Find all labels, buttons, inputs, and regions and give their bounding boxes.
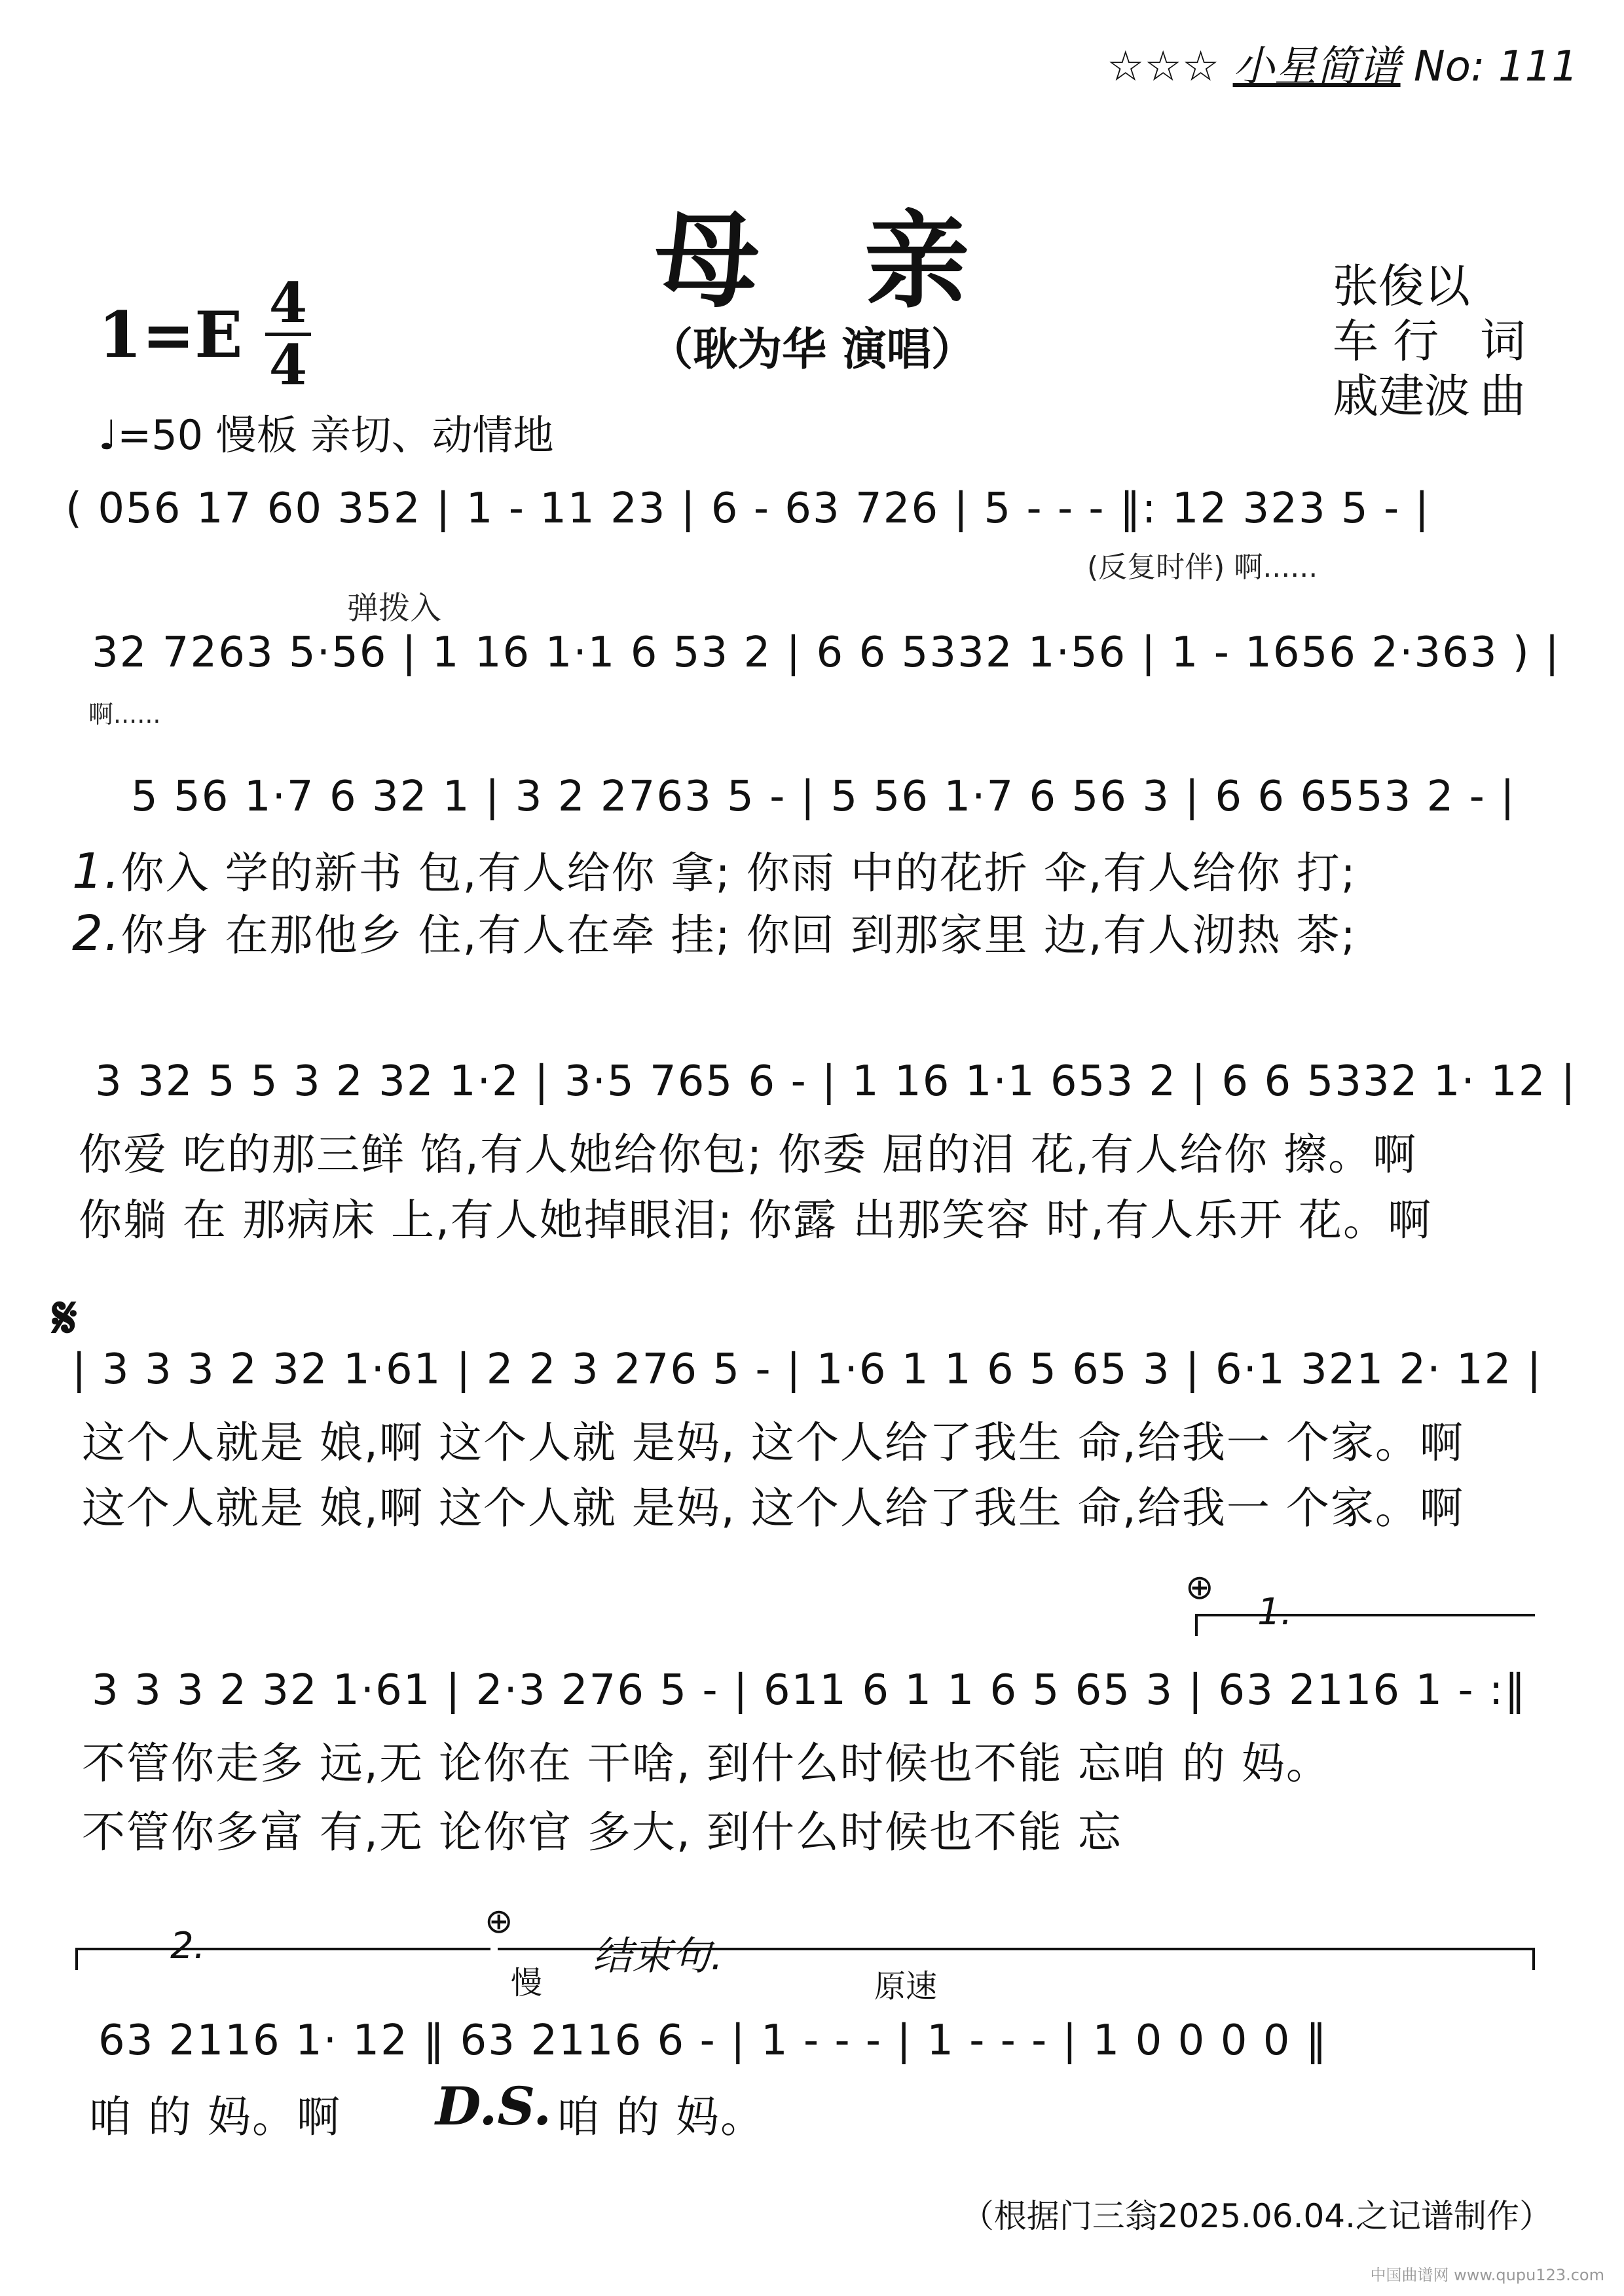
verse-number-1: 1. — [72, 843, 121, 900]
ending-phrase-label: 结束句. — [593, 1933, 724, 1979]
lyric-3b — [72, 900, 1357, 962]
lyric-5a: 这个人就是 娘,啊 这个人就 是妈, 这个人给了我生 命,给我一 个家。啊 — [82, 1417, 1464, 1468]
ah-note: 啊...... — [88, 700, 161, 729]
composer-credit-label: 曲 — [1480, 369, 1526, 423]
brand-link[interactable]: 小星简谱 — [1232, 43, 1401, 91]
time-sig-top: 4 — [268, 270, 308, 335]
lyric-credit-label: 词 — [1480, 314, 1526, 368]
original-tempo-marking: 原速 — [874, 1968, 938, 2005]
repeat-note: (反复时伴) 啊...... — [1087, 551, 1318, 584]
lyric-6a: 不管你走多 远,无 论你在 干啥, 到什么时候也不能 忘咱 的 妈。 — [82, 1738, 1331, 1789]
composer: 戚建波 — [1333, 369, 1470, 423]
stars: ☆☆☆ — [1107, 43, 1220, 91]
staff-line-4: 3 32 5 5 3 2 32 1·2 | 3·5 765 6 - | 1 16 1·1 653 2 | 6 6 5332 1· 12 | — [95, 1057, 1577, 1106]
tempo-marking: ♩=50 慢板 亲切、动情地 — [98, 411, 554, 459]
lyric-7b: 咱 的 妈。 — [557, 2092, 765, 2142]
staff-line-7: 63 2116 1· 12 ‖ 63 2116 6 - | 1 - - - | 1 - - - | 1 0 0 0 0 ‖ — [98, 2016, 1328, 2065]
lyric-text-3b: 你身 在那他乡 住,有人在牵 挂; 你回 到那家里 边,有人沏热 茶; — [120, 910, 1357, 960]
staff-line-3: 5 56 1·7 6 32 1 | 3 2 2763 5 - | 5 56 1·7 6 56 3 | 6 6 6553 2 - | — [131, 773, 1516, 821]
lyricist-2: 车 行 — [1333, 314, 1439, 368]
lyric-7a: 咱 的 妈。啊 — [88, 2092, 341, 2142]
staff-line-5: | 3 3 3 2 32 1·61 | 2 2 3 276 5 - | 1·6 1 1 6 5 65 3 | 6·1 321 2· 12 | — [72, 1345, 1543, 1394]
lyric-4a: 你爱 吃的那三鲜 馅,有人她给你包; 你委 屈的泪 花,有人给你 擦。啊 — [79, 1129, 1418, 1180]
lyric-3a — [72, 838, 1357, 900]
lyric-text-3a: 你入 学的新书 包,有人给你 拿; 你雨 中的花折 伞,有人给你 打; — [120, 848, 1357, 898]
coda-sign-2: ⊕ — [485, 1902, 513, 1941]
dal-segno-mark: D.S. — [435, 2075, 552, 2137]
lyricist: 张俊以 — [1333, 259, 1470, 313]
site-watermark: 中国曲谱网 www.qupu123.com — [1370, 2266, 1604, 2284]
credits — [1333, 259, 1526, 424]
singer: （耿为华 演唱） — [648, 324, 976, 376]
plucked-entry-note: 弹拨入 — [347, 590, 442, 627]
time-sig-bottom: 4 — [268, 333, 308, 397]
key-signature: 1=E — [98, 298, 243, 372]
song-title: 母亲 — [654, 199, 1074, 322]
volta-2-label: 2. — [170, 1925, 206, 1967]
staff-line-1: ( 056 17 60 352 | 1 - 11 23 | 6 - 63 726 | 5 - - - ‖: 12 323 5 - | — [65, 484, 1431, 533]
volta-bracket-1 — [1195, 1614, 1535, 1636]
lyric-4b: 你躺 在 那病床 上,有人她掉眼泪; 你露 出那笑容 时,有人乐开 花。啊 — [79, 1195, 1433, 1245]
volta-1-label: 1. — [1257, 1591, 1293, 1633]
coda-sign-1: ⊕ — [1185, 1568, 1214, 1607]
staff-line-2: 32 7263 5·56 | 1 16 1·1 6 53 2 | 6 6 5332 1·56 | 1 - 1656 2·363 ) | — [92, 629, 1560, 677]
staff-line-6: 3 3 3 2 32 1·61 | 2·3 276 5 - | 611 6 1 1 6 5 65 3 | 63 2116 1 - :‖ — [92, 1666, 1527, 1715]
segno-sign: 𝄋 — [52, 1283, 77, 1351]
time-signature — [265, 270, 311, 397]
lyric-6b: 不管你多富 有,无 论你官 多大, 到什么时候也不能 忘 — [82, 1807, 1122, 1857]
transcription-note: （根据门三翁2025.06.04.之记谱制作） — [961, 2197, 1552, 2235]
verse-number-2: 2. — [72, 905, 121, 962]
slow-marking: 慢 — [511, 1965, 543, 2001]
score-number: No: 111 — [1413, 43, 1578, 91]
score-header — [1107, 33, 1578, 93]
lyric-5b: 这个人就是 娘,啊 这个人就 是妈, 这个人给了我生 命,给我一 个家。啊 — [82, 1483, 1464, 1533]
volta-bracket-2 — [75, 1948, 490, 1970]
